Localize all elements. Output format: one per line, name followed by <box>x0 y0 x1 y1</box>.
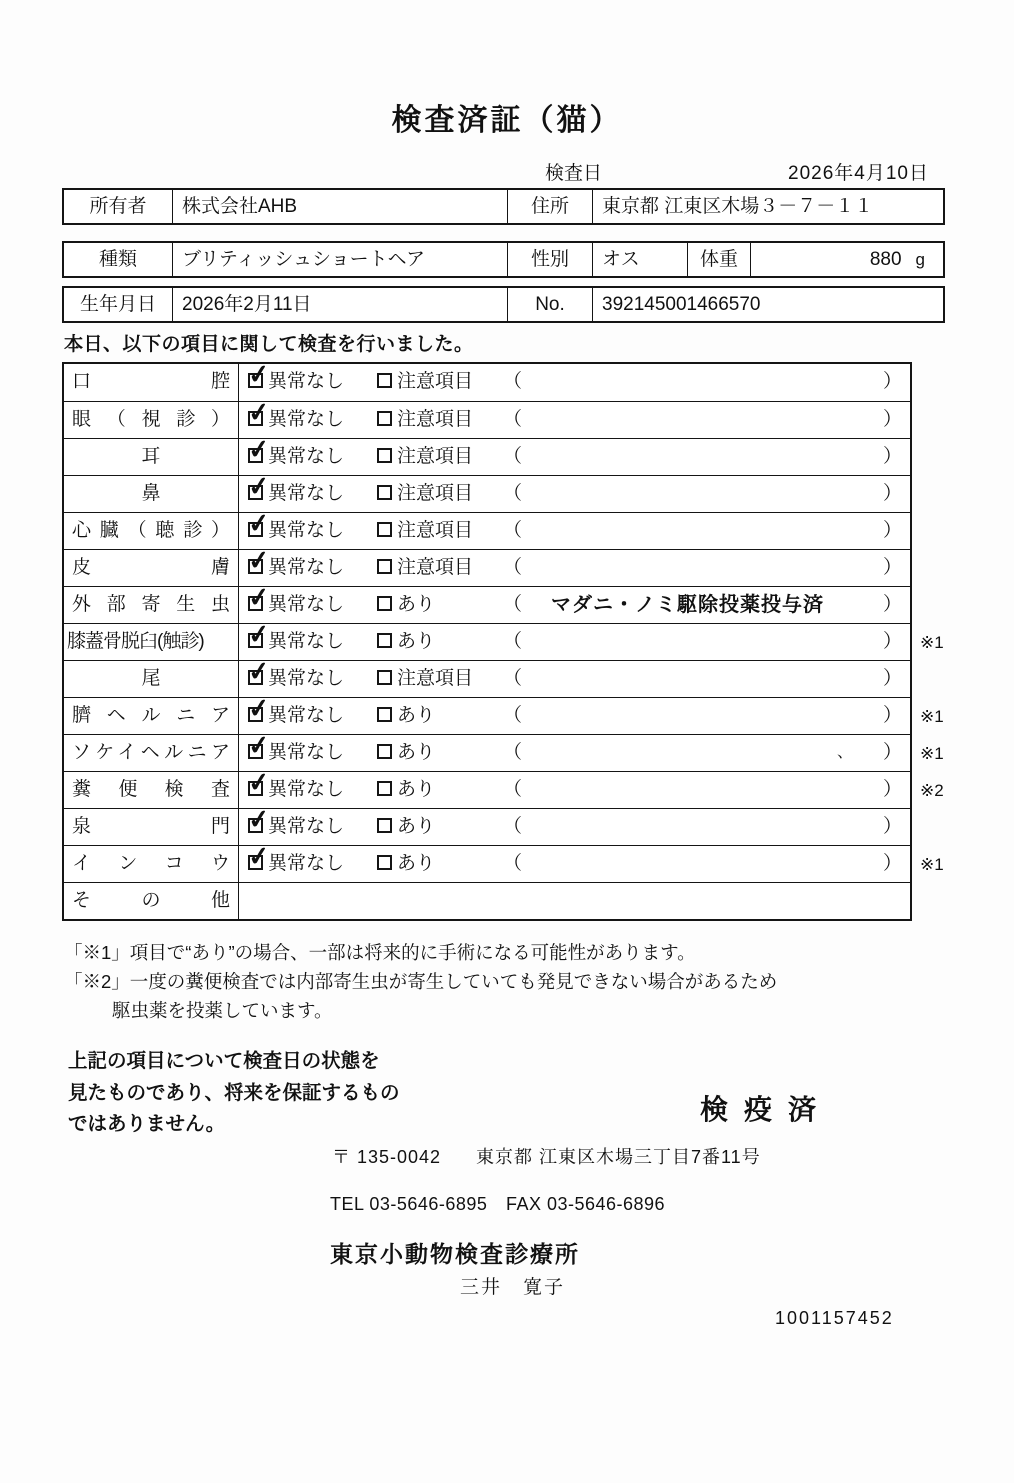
paren-close: ） <box>882 705 902 726</box>
address-value-cell: 東京都 江東区木場３－７－１１ <box>592 190 943 223</box>
no-value-cell: 392145001466570 <box>592 288 943 321</box>
paren-open: （ <box>503 705 523 726</box>
option2-label: あり <box>397 594 436 615</box>
checklist-row <box>64 839 944 882</box>
checklist-item-label: その他 <box>64 883 239 919</box>
checklist-item-label: 鼻 <box>64 476 239 512</box>
option2-group <box>377 846 435 883</box>
inspection-date-label: 検査日 <box>545 163 603 184</box>
no-abnormality-label: 異常なし <box>268 483 345 504</box>
checklist-row-body <box>239 883 910 919</box>
checklist-table <box>62 357 944 921</box>
checkmark-icon: ✓ <box>246 765 272 799</box>
checkmark-icon: ✓ <box>246 506 272 540</box>
checkbox-no-abnormality <box>246 839 272 873</box>
weight-label-cell: 体重 <box>687 243 750 276</box>
remarks-text <box>522 735 837 771</box>
birth-value-cell: 2026年2月11日 <box>172 288 507 321</box>
tel-fax: TEL 03-5646-6895 FAX 03-5646-6896 <box>330 1194 666 1214</box>
paren-open: （ <box>503 409 523 430</box>
no-abnormality-label: 異常なし <box>268 742 345 763</box>
remarks-field <box>503 624 902 660</box>
checklist-body <box>64 357 944 919</box>
checkbox-option2 <box>377 818 392 833</box>
checklist-row-body <box>239 654 910 697</box>
footnote-ref: ※1 <box>920 855 944 874</box>
checkbox-no-abnormality <box>246 728 272 762</box>
remarks-field <box>503 513 902 549</box>
disclaimer-line-3: ではありません。 <box>68 1113 226 1135</box>
remarks-text <box>522 846 853 882</box>
footnotes <box>64 938 777 1025</box>
paren-close: ） <box>882 816 902 837</box>
paren-open: （ <box>503 483 523 504</box>
no-abnormality-label: 異常なし <box>268 668 345 689</box>
footnote-ref: ※1 <box>920 707 944 726</box>
weight-unit: g <box>915 250 925 269</box>
checkbox-option2 <box>377 373 392 388</box>
footnote-ref: ※1 <box>920 744 944 763</box>
option2-group <box>377 735 435 772</box>
option2-label: 注意項目 <box>397 371 474 392</box>
checklist-item-label: 糞便検査 <box>64 772 239 808</box>
option2-group <box>377 364 473 401</box>
remarks-field <box>503 661 902 697</box>
checkbox-no-abnormality <box>246 691 272 725</box>
checkbox-option2 <box>377 855 392 870</box>
checkmark-icon: ✓ <box>246 395 272 429</box>
checklist-row-body <box>239 395 910 438</box>
paren-close: ） <box>882 520 902 541</box>
remarks-text <box>522 698 853 734</box>
checklist-row <box>64 506 910 549</box>
remarks-field <box>503 476 902 512</box>
checkbox-option2 <box>377 744 392 759</box>
pet-info-table <box>62 241 945 278</box>
inspection-date-value: 2026年4月10日 <box>788 163 929 184</box>
option2-group <box>377 809 435 846</box>
checklist-row <box>64 580 910 623</box>
checklist-row-body <box>239 839 910 882</box>
checkmark-icon: ✓ <box>246 691 272 725</box>
checkbox-no-abnormality <box>246 654 272 688</box>
remarks-text: マダニ・ノミ駆除投薬投与済 <box>551 594 824 616</box>
remarks-text <box>522 772 853 808</box>
checkmark-icon: ✓ <box>246 543 272 577</box>
paren-close: ） <box>882 371 902 392</box>
checkmark-icon: ✓ <box>246 728 272 762</box>
checklist-item-label: 尾 <box>64 661 239 697</box>
paren-close: ） <box>882 594 902 615</box>
checklist-item-label: 心臓（聴診） <box>64 513 239 549</box>
option2-group <box>377 513 473 550</box>
remarks-field <box>503 364 902 400</box>
checkmark-icon: ✓ <box>246 580 272 614</box>
disclaimer <box>68 1046 400 1141</box>
option2-group <box>377 439 473 476</box>
no-abnormality-label: 異常なし <box>268 371 345 392</box>
disclaimer-line-2: 見たものであり、将来を保証するもの <box>68 1081 400 1104</box>
clinic-address: 東京都 江東区木場三丁目7番11号 <box>476 1147 761 1167</box>
checkmark-icon: ✓ <box>246 617 272 651</box>
paren-open: （ <box>503 779 523 800</box>
checklist-row <box>64 654 910 697</box>
checklist-item-label: 膝蓋骨脱臼(触診) <box>64 624 239 660</box>
checklist-row <box>64 395 910 438</box>
checklist-row-body <box>239 728 910 771</box>
remarks-text <box>522 513 853 549</box>
checkbox-no-abnormality <box>246 765 272 799</box>
disclaimer-line-1: 上記の項目について検査日の状態を <box>68 1050 380 1072</box>
no-abnormality-group <box>246 357 345 401</box>
checklist-row-body <box>239 432 910 475</box>
remarks-text <box>522 402 853 438</box>
checklist-row <box>64 357 910 401</box>
paren-close: ） <box>882 446 902 467</box>
breed-label-cell: 種類 <box>98 249 137 270</box>
remarks-text <box>522 364 853 400</box>
checkmark-icon: ✓ <box>246 802 272 836</box>
remarks-text <box>522 439 853 475</box>
checklist-row-body <box>239 469 910 512</box>
paren-close: ） <box>882 409 902 430</box>
paren-open: （ <box>503 631 523 652</box>
no-abnormality-label: 異常なし <box>268 520 345 541</box>
checklist-row <box>64 882 910 919</box>
owner-table <box>62 188 945 225</box>
remarks-field <box>503 587 902 623</box>
checklist-row-body <box>239 543 910 586</box>
footnote-ref: ※1 <box>920 633 944 652</box>
intro-text: 本日、以下の項目に関して検査を行いました。 <box>64 334 474 355</box>
postal-code: 〒 135-0042 <box>332 1147 442 1167</box>
remarks-field <box>503 698 902 734</box>
option2-group <box>377 772 435 809</box>
checkbox-no-abnormality <box>246 802 272 836</box>
no-label-cell: No. <box>507 288 592 321</box>
paren-close: ） <box>882 668 902 689</box>
checkmark-icon: ✓ <box>246 654 272 688</box>
no-abnormality-label: 異常なし <box>268 705 345 726</box>
owner-value-cell: 株式会社AHB <box>172 190 507 223</box>
checklist-item-label: インコウ <box>64 846 239 882</box>
checklist-item-label: ソケイヘルニア <box>64 735 239 771</box>
checkbox-no-abnormality <box>246 580 272 614</box>
checkbox-option2 <box>377 707 392 722</box>
no-abnormality-label: 異常なし <box>268 779 345 800</box>
page-title: 検査済証（猫） <box>391 104 623 137</box>
checklist-row-body <box>239 802 910 845</box>
weight-number: 880 <box>869 249 902 270</box>
remarks-text <box>522 661 853 697</box>
paren-close: ） <box>882 557 902 578</box>
weight-value-cell <box>750 243 943 276</box>
no-abnormality-label: 異常なし <box>268 557 345 578</box>
checklist-item-label: 泉門 <box>64 809 239 845</box>
checklist-row-body <box>239 506 910 549</box>
checklist-row <box>64 728 944 771</box>
checklist-item-label: 皮膚 <box>64 550 239 586</box>
option2-label: 注意項目 <box>397 557 474 578</box>
checkbox-no-abnormality <box>246 395 272 429</box>
footnote-2b: 駆虫薬を投薬しています。 <box>112 1000 333 1021</box>
paren-open: （ <box>503 520 523 541</box>
paren-open: （ <box>503 557 523 578</box>
option2-label: 注意項目 <box>397 409 474 430</box>
option2-label: 注意項目 <box>397 520 474 541</box>
footnote-ref: ※2 <box>920 781 944 800</box>
checkbox-no-abnormality <box>246 543 272 577</box>
no-abnormality-label: 異常なし <box>268 853 345 874</box>
checklist-row-body <box>239 617 910 660</box>
checklist-item-label: 臍ヘルニア <box>64 698 239 734</box>
doctor-name: 三井 寛子 <box>460 1277 566 1298</box>
no-abnormality-label: 異常なし <box>268 631 345 652</box>
no-abnormality-label: 異常なし <box>268 446 345 467</box>
paren-close: ） <box>882 631 902 652</box>
checklist-row <box>64 802 910 845</box>
checkbox-no-abnormality <box>246 506 272 540</box>
address-label-cell: 住所 <box>507 190 592 223</box>
option2-label: 注意項目 <box>397 446 474 467</box>
option2-label: あり <box>397 742 436 763</box>
checklist-row <box>64 765 944 808</box>
remarks-field <box>503 772 902 808</box>
checkbox-option2 <box>377 670 392 685</box>
remarks-field <box>503 550 902 586</box>
option2-group <box>377 587 435 624</box>
option2-group <box>377 476 473 513</box>
option2-label: あり <box>397 853 436 874</box>
checklist-row-body <box>239 580 910 623</box>
footnote-1: 「※1」項目で“あり”の場合、一部は将来的に手術になる可能性があります。 <box>64 942 696 963</box>
checklist-row-body <box>239 691 910 734</box>
checkbox-no-abnormality <box>246 357 272 391</box>
checklist-item-label: 口腔 <box>64 364 239 401</box>
sex-label-cell: 性別 <box>507 243 592 276</box>
paren-open: （ <box>503 668 523 689</box>
paren-close: ） <box>882 779 902 800</box>
paren-close: ） <box>882 853 902 874</box>
paren-close: ） <box>882 742 902 763</box>
option2-group <box>377 402 473 439</box>
checkbox-option2 <box>377 633 392 648</box>
remarks-field <box>503 809 902 845</box>
remarks-text <box>522 809 853 845</box>
birth-label-cell: 生年月日 <box>79 294 156 315</box>
remarks-field <box>503 402 902 438</box>
paren-open: （ <box>503 816 523 837</box>
checklist-item-label: 眼（視診） <box>64 402 239 438</box>
paren-open: （ <box>503 594 523 615</box>
checklist-row-body <box>239 357 910 401</box>
option2-label: あり <box>397 779 436 800</box>
remarks-text <box>522 476 853 512</box>
option2-group <box>377 661 473 698</box>
checkbox-option2 <box>377 781 392 796</box>
checklist-row <box>64 691 944 734</box>
checkbox-option2 <box>377 522 392 537</box>
sex-value-cell: オス <box>592 243 687 276</box>
checkbox-no-abnormality <box>246 469 272 503</box>
footnote-2: 「※2」一度の糞便検査では内部寄生虫が寄生していても発見できない場合があるため <box>64 971 778 992</box>
checklist-row <box>64 469 910 512</box>
option2-label: 注意項目 <box>397 483 474 504</box>
checkmark-icon: ✓ <box>246 839 272 873</box>
checklist-row <box>64 543 910 586</box>
checklist-row-body <box>239 765 910 808</box>
checkbox-option2 <box>377 596 392 611</box>
no-abnormality-label: 異常なし <box>268 816 345 837</box>
remarks-text <box>522 624 853 660</box>
remarks-field <box>503 439 902 475</box>
checkbox-option2 <box>377 485 392 500</box>
remarks-field <box>503 735 902 771</box>
option2-label: あり <box>397 705 436 726</box>
checklist-item-label: 耳 <box>64 439 239 475</box>
no-abnormality-group <box>246 839 345 883</box>
birth-table <box>62 286 945 323</box>
checklist-row <box>64 617 944 660</box>
serial-number: 1001157452 <box>775 1308 894 1328</box>
breed-value-cell: ブリティッシュショートヘア <box>172 243 507 276</box>
checklist-item-label: 外部寄生虫 <box>64 587 239 623</box>
no-abnormality-label: 異常なし <box>268 409 345 430</box>
clinic-name: 東京小動物検査診療所 <box>330 1241 580 1267</box>
remarks-text <box>522 550 853 586</box>
paren-open: （ <box>503 446 523 467</box>
paren-open: （ <box>503 853 523 874</box>
checkbox-option2 <box>377 448 392 463</box>
checkmark-icon: ✓ <box>246 432 272 466</box>
paren-open: （ <box>503 742 523 763</box>
remark-mark: 、 <box>836 744 853 761</box>
checkmark-icon: ✓ <box>246 357 272 391</box>
checkbox-option2 <box>377 411 392 426</box>
option2-label: 注意項目 <box>397 668 474 689</box>
checklist-row <box>64 432 910 475</box>
checkbox-no-abnormality <box>246 617 272 651</box>
no-abnormality-label: 異常なし <box>268 594 345 615</box>
checkbox-option2 <box>377 559 392 574</box>
checkbox-no-abnormality <box>246 432 272 466</box>
paren-close: ） <box>882 483 902 504</box>
owner-label-cell: 所有者 <box>89 196 147 217</box>
option2-group <box>377 698 435 735</box>
option2-label: あり <box>397 631 436 652</box>
remarks-field <box>503 846 902 882</box>
option2-label: あり <box>397 816 436 837</box>
paren-open: （ <box>503 371 523 392</box>
option2-group <box>377 550 473 587</box>
checkmark-icon: ✓ <box>246 469 272 503</box>
option2-group <box>377 624 435 661</box>
quarantine-stamp: 検疫済 <box>700 1094 833 1125</box>
